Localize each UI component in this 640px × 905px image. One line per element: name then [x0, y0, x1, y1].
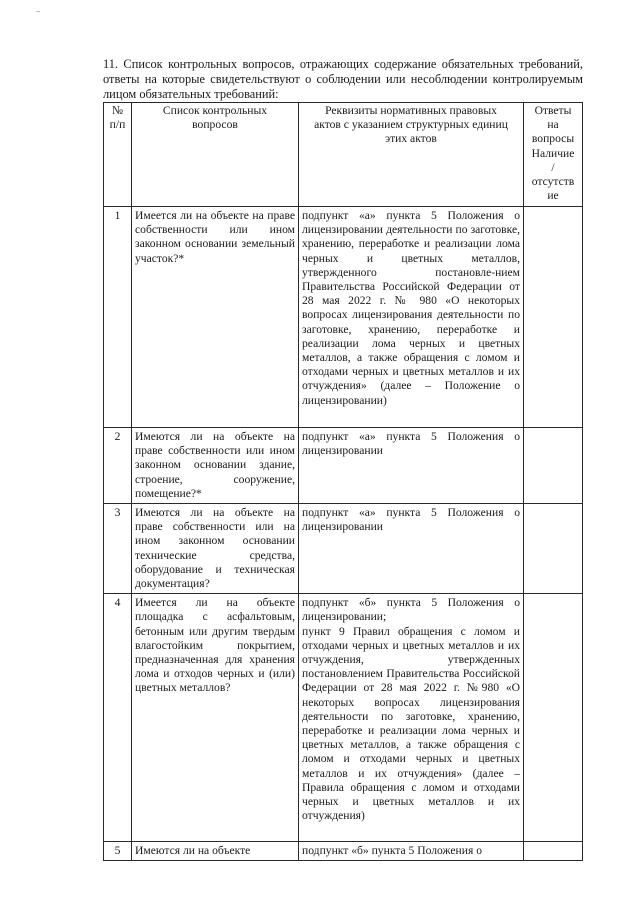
- row-question: Имеется ли на объекте площадка с асфальтовым, бетонным или другим твердым влагостойким покрытием, предназначенная для хранения лома и отходов черных и (или) цветных металлов?: [132, 594, 299, 842]
- row-answer-cell[interactable]: [524, 207, 583, 428]
- row-answer-cell[interactable]: [524, 594, 583, 842]
- row-requisites: подпункт «б» пункта 5 Положения о: [299, 842, 524, 861]
- header-requisites: Реквизиты нормативных правовых актов с указанием структурных единиц этих актов: [299, 103, 524, 207]
- row-number: 4: [104, 594, 132, 842]
- checklist-table: [103, 102, 583, 861]
- row-number: 3: [104, 504, 132, 594]
- row-requisites: подпункт «а» пункта 5 Положения о лицензировании: [299, 428, 524, 504]
- header-number: № п/п: [104, 103, 132, 207]
- row-question: Имеется ли на объекте на праве собственности или ином законном основании земельный участок?*: [132, 207, 299, 428]
- header-answers: Ответы на вопросы Наличие / отсутств ие: [524, 103, 583, 207]
- header-question: Список контрольных вопросов: [132, 103, 299, 207]
- row-number: 2: [104, 428, 132, 504]
- row-requisites: подпункт «а» пункта 5 Положения о лицензировании: [299, 504, 524, 594]
- row-number: 5: [104, 842, 132, 861]
- section-heading: 11. Список контрольных вопросов, отражающих содержание обязательных требований, ответы на которые свидетельствуют о соблюдении или несоблюдении контролируемым лицом обязательных требований:: [103, 57, 583, 101]
- row-requisites: подпункт «б» пункта 5 Положения о лицензировании; пункт 9 Правил обращения с ломом и отходами черных и цветных металлов и их отчуждения, утвержденных постановлением Правительства Российской Федерации от 28 мая 2022 г. №980 «О некоторых вопросах лицензирования деятельности по заготовке, хранению, переработке и реализации лома черных и цветных металлов, а также обращения с ломом и отходами черных и цветных металлов и их отчуждения» (далее – Правила обращения с ломом и отходами черных и цветных металлов и их отчуждения): [299, 594, 524, 842]
- row-question: Имеются ли на объекте: [132, 842, 299, 861]
- row-question: Имеются ли на объекте на праве собственности или ином законном основании здание, строение, сооружение, помещение?*: [132, 428, 299, 504]
- row-requisites: подпункт «а» пункта 5 Положения о лицензировании деятельности по заготовке, хранению, переработке и реализации лома черных и цветных металлов, утвержденного постановле-нием Правительства Российской Федерации от 28 мая 2022 г. № 980 «О некоторых вопросах лицензирования деятельности по заготовке, хранению, переработке и реализации лома черных и цветных металлов, а также обращения с ломом и отходами черных и цветных металлов и их отчуждения» (далее – Положение о лицензировании): [299, 207, 524, 428]
- row-answer-cell[interactable]: [524, 504, 583, 594]
- table-row: [104, 504, 583, 594]
- row-number: 1: [104, 207, 132, 428]
- table-row: [104, 428, 583, 504]
- row-question: Имеются ли на объекте на праве собственности или на ином законном основании технические средства, оборудование и техническая документация?: [132, 504, 299, 594]
- table-row: [104, 594, 583, 842]
- table-row: [104, 842, 583, 861]
- row-answer-cell[interactable]: [524, 428, 583, 504]
- table-row: [104, 207, 583, 428]
- table-header-row: [104, 103, 583, 207]
- row-answer-cell[interactable]: [524, 842, 583, 861]
- scan-mark: [36, 11, 40, 12]
